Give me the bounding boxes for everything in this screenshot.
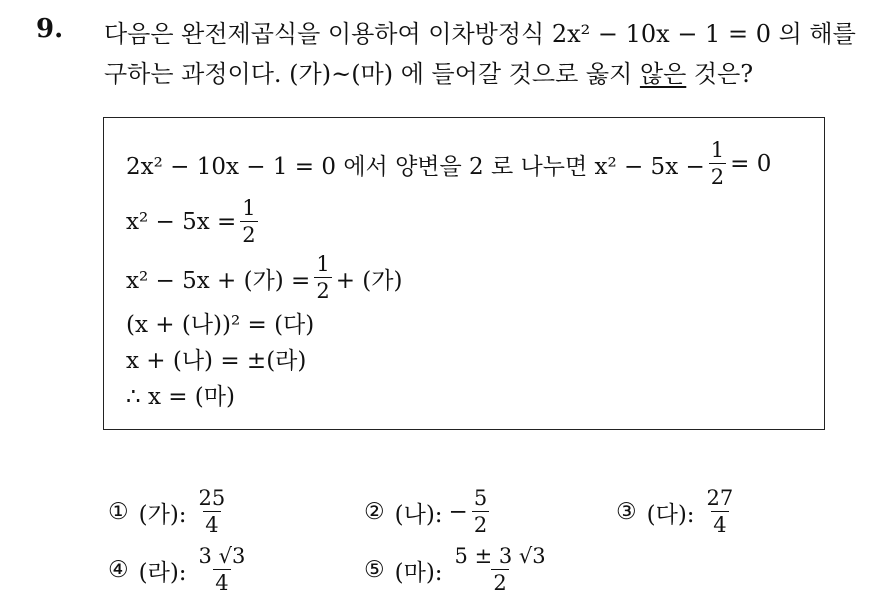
fraction-denominator: 2 xyxy=(316,279,330,303)
choice-3-mark: ③ xyxy=(616,499,637,525)
step-1-fraction xyxy=(709,140,726,188)
fraction-numerator: 5 xyxy=(473,486,488,510)
choice-1-mark: ① xyxy=(108,499,129,525)
stem-emphasis-underlined: 않은 xyxy=(639,60,687,88)
stem-line-2-start: 구하는 과정이다. (가)~(마) 에 들어갈 것으로 옳지 xyxy=(104,60,640,88)
choice-1-fraction xyxy=(197,488,228,536)
fraction-denominator: 2 xyxy=(473,513,488,537)
step-3 xyxy=(126,252,403,303)
choice-2[interactable] xyxy=(364,482,493,542)
step-1-rhs: = 0 xyxy=(730,151,772,177)
fraction-denominator: 4 xyxy=(713,513,727,537)
fraction-denominator: 2 xyxy=(242,223,256,247)
step-2-text: x² − 5x = xyxy=(126,209,237,235)
step-3-fraction xyxy=(314,254,331,302)
choice-3-label: (다): xyxy=(646,501,695,528)
question-stem xyxy=(104,14,874,94)
stem-line-2-end: 것은? xyxy=(686,60,754,88)
fraction-numerator: 5 ± 3 √3 xyxy=(454,544,546,568)
choice-5-fraction xyxy=(453,546,548,594)
choice-1[interactable] xyxy=(108,482,231,542)
fraction-numerator: 1 xyxy=(242,196,256,220)
solution-process-box xyxy=(103,117,825,430)
step-3-rhs: + (가) xyxy=(335,267,403,294)
choice-2-prefix: − xyxy=(448,499,468,525)
fraction-numerator: 1 xyxy=(316,252,330,276)
choice-4-mark: ④ xyxy=(108,557,129,583)
fraction-denominator: 2 xyxy=(710,165,725,189)
choice-2-fraction xyxy=(472,488,489,536)
choice-4-label: (라): xyxy=(138,559,187,586)
choice-4-fraction xyxy=(197,546,248,594)
step-3-text: x² − 5x + (가) = xyxy=(126,267,311,294)
choice-4[interactable] xyxy=(108,540,251,600)
fraction-numerator: 25 xyxy=(198,486,226,510)
choice-3[interactable] xyxy=(616,482,739,542)
step-4: (x + (나))² = (다) xyxy=(126,311,315,338)
fraction-denominator: 2 xyxy=(493,571,507,595)
stem-line-1: 다음은 완전제곱식을 이용하여 이차방정식 2x² − 10x − 1 = 0 의 해를 xyxy=(104,20,856,48)
fraction-numerator: 3 √3 xyxy=(198,544,246,568)
step-2-fraction xyxy=(240,198,257,246)
step-5: x + (나) = ±(라) xyxy=(126,347,307,374)
step-2 xyxy=(126,196,262,247)
choice-5[interactable] xyxy=(364,540,552,600)
question-number: 9. xyxy=(36,14,64,44)
step-1 xyxy=(126,138,772,189)
step-6: ∴ x = (마) xyxy=(126,383,235,410)
choice-5-mark: ⑤ xyxy=(364,557,385,583)
choice-3-fraction xyxy=(705,488,736,536)
fraction-numerator: 27 xyxy=(706,486,734,510)
choice-1-label: (가): xyxy=(138,501,187,528)
fraction-numerator: 1 xyxy=(710,138,725,162)
stem-line-2 xyxy=(104,54,874,94)
step-1-text: 2x² − 10x − 1 = 0 에서 양변을 2 로 나누면 x² − 5x − xyxy=(126,153,705,180)
fraction-denominator: 4 xyxy=(215,571,229,595)
choice-2-label: (나): xyxy=(394,501,443,528)
choice-5-label: (마): xyxy=(394,559,443,586)
fraction-denominator: 4 xyxy=(205,513,219,537)
choice-2-mark: ② xyxy=(364,499,385,525)
